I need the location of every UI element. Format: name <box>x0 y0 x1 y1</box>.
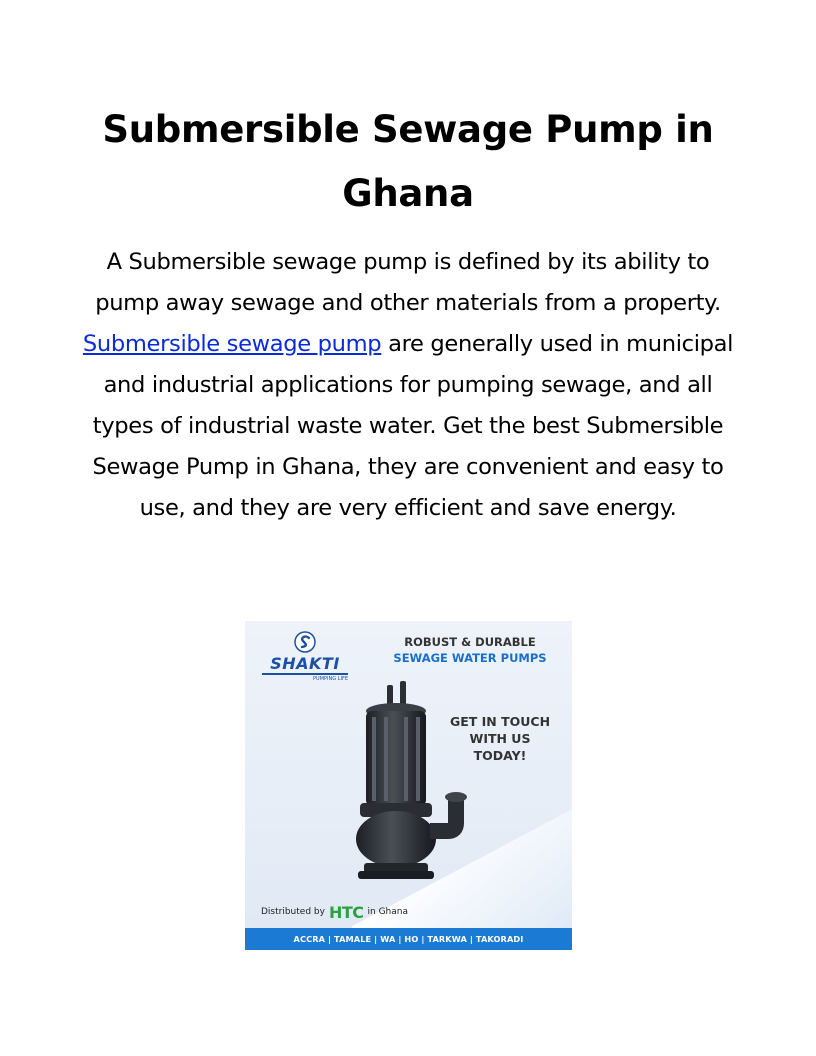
distributed-prefix: Distributed by <box>261 907 325 917</box>
brand-name: SHAKTI <box>262 655 348 675</box>
shakti-logo-icon <box>294 631 316 653</box>
submersible-sewage-pump-link[interactable]: Submersible sewage pump <box>82 331 382 357</box>
distributor-line <box>261 901 408 923</box>
distributed-suffix: in Ghana <box>367 907 408 917</box>
cities-bar: ACCRA | TAMALE | WA | HO | TARKWA | TAKORADI <box>245 928 572 950</box>
cta-line-3: TODAY! <box>473 748 527 763</box>
advert-headline <box>375 634 565 666</box>
distributor-logo: HTC <box>328 902 364 922</box>
cta-line-1: GET IN TOUCH <box>449 714 551 729</box>
paragraph-text-end: are generally used in municipal and industrial applications for pumping sewage, and all types of industrial waste water. Get the best Submersible Sewage Pump in Ghana, they are convenient and easy to use, and they are very efficient and save energy. <box>92 331 734 521</box>
brand-tagline: PUMPING LIFE <box>313 676 348 682</box>
sewage-pump-illustration <box>330 681 480 891</box>
page-title: Submersible Sewage Pump in Ghana <box>102 108 714 215</box>
headline-line-1: ROBUST & DURABLE <box>404 635 536 649</box>
headline-line-2: SEWAGE WATER PUMPS <box>393 651 547 665</box>
cta-line-2: WITH US <box>469 731 531 746</box>
shakti-advert-image <box>245 621 572 950</box>
paragraph-text-start: A Submersible sewage pump is defined by its ability to pump away sewage and other materials from a property. <box>95 249 721 316</box>
body-paragraph <box>76 242 740 529</box>
